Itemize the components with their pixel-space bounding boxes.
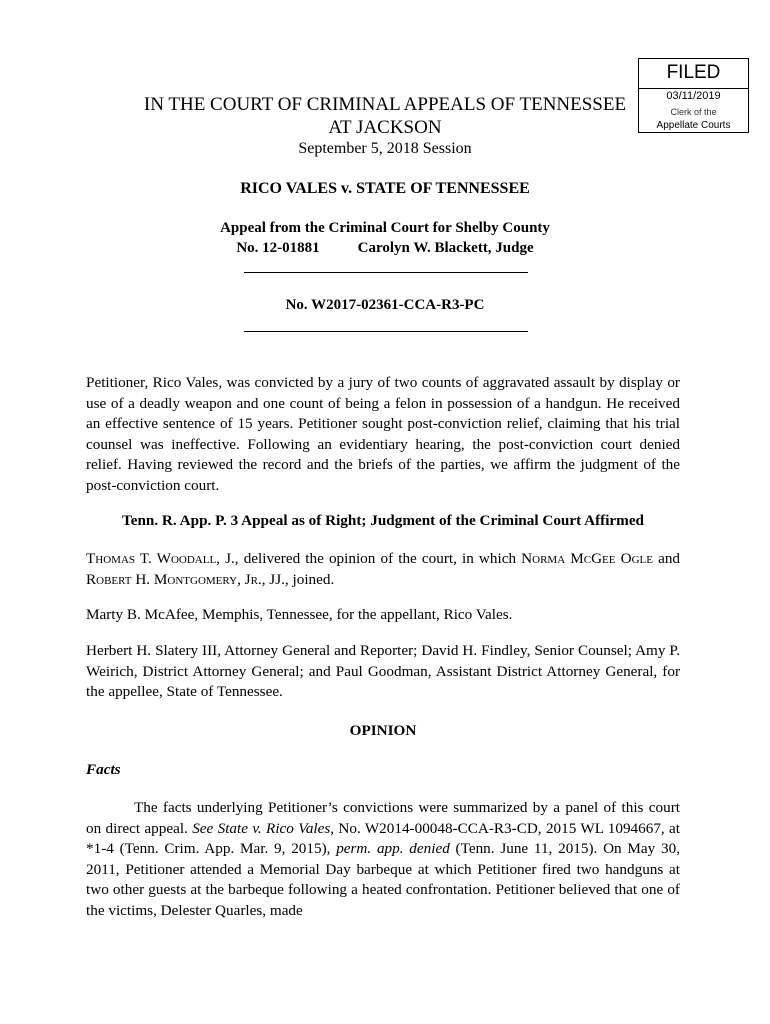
docket-number: No. W2017-02361-CCA-R3-PC: [285, 297, 485, 313]
case-citation: perm. app. denied: [336, 840, 450, 857]
counsel-appellant: Marty B. McAfee, Memphis, Tennessee, for the appellant, Rico Vales.: [86, 606, 513, 623]
panel-text: , JJ., joined.: [261, 570, 335, 588]
panel-judge: Norma McGee Ogle: [521, 550, 653, 567]
divider-line: [244, 331, 528, 332]
facts-paragraph: [86, 798, 680, 921]
trial-judge: Carolyn W. Blackett, Judge: [357, 240, 534, 256]
panel-text: and: [652, 550, 681, 567]
counsel-appellee: Herbert H. Slatery III, Attorney General and Reporter; David H. Findley, Senior Counsel; Amy P. Weirich, District Attorney General; and Paul Goodman, Assistant District Attorney General, for the appellee, State of Tennessee.: [86, 642, 680, 700]
court-name: IN THE COURT OF CRIMINAL APPEALS OF TENNESSEE: [143, 94, 627, 115]
case-citation: See State v. Rico Vales: [192, 819, 331, 837]
facts-heading: Facts: [86, 761, 121, 778]
facts-text: (Tenn. June 11, 2015). On May 30, 2011, Petitioner attended a Memorial Day barbeque at which Petitioner fired two handguns at two other guests at the barbeque following a heated confrontation. Petitioner believed that one of the victims, Delester Quarles, made: [86, 840, 681, 919]
authoring-judge: Thomas T. Woodall: [86, 550, 217, 567]
session-date: September 5, 2018 Session: [298, 140, 472, 157]
trial-court-line: [90, 239, 680, 258]
filed-stamp-date: 03/11/2019: [666, 90, 721, 102]
court-location: AT JACKSON: [328, 117, 442, 138]
filed-stamp-courts: Appellate Courts: [656, 120, 731, 131]
opinion-heading: OPINION: [349, 722, 417, 739]
panel-text: , J., delivered the opinion of the court, in which: [216, 550, 522, 567]
facts-text: The facts underlying Petitioner’s convictions were summarized by a panel of this court on direct appeal.: [86, 799, 680, 837]
panel-suffix: , Jr.: [237, 570, 262, 588]
facts-text: , No. W2014-00048-CCA-R3-CD, 2015 WL 1094667, at *1-4 (Tenn. Crim. App. Mar. 9, 2015),: [86, 819, 681, 857]
filed-stamp-divider: [639, 88, 748, 89]
filed-stamp-title: FILED: [666, 62, 721, 83]
appeal-source: Appeal from the Criminal Court for Shelby County: [220, 220, 550, 236]
case-summary: Petitioner, Rico Vales, was convicted by a jury of two counts of aggravated assault by display or use of a deadly weapon and one count of being a felon in possession of a handgun. He received an effective sentence of 15 years. Petitioner sought post-conviction relief, claiming that his trial counsel was ineffective. Following an evidentiary hearing, the post-conviction court denied relief. Having reviewed the record and the briefs of the parties, we affirm the judgment of the post-conviction court.: [86, 374, 680, 494]
case-title: RICO VALES v. STATE OF TENNESSEE: [240, 180, 530, 197]
holding-line: Tenn. R. App. P. 3 Appeal as of Right; Judgment of the Criminal Court Affirmed: [121, 512, 645, 529]
panel-statement: [86, 549, 680, 590]
filed-stamp-clerk: Clerk of the: [670, 107, 717, 117]
trial-case-number: No. 12-01881: [236, 240, 320, 256]
panel-judge: Robert H. Montgomery: [86, 570, 238, 588]
divider-line: [244, 272, 528, 273]
